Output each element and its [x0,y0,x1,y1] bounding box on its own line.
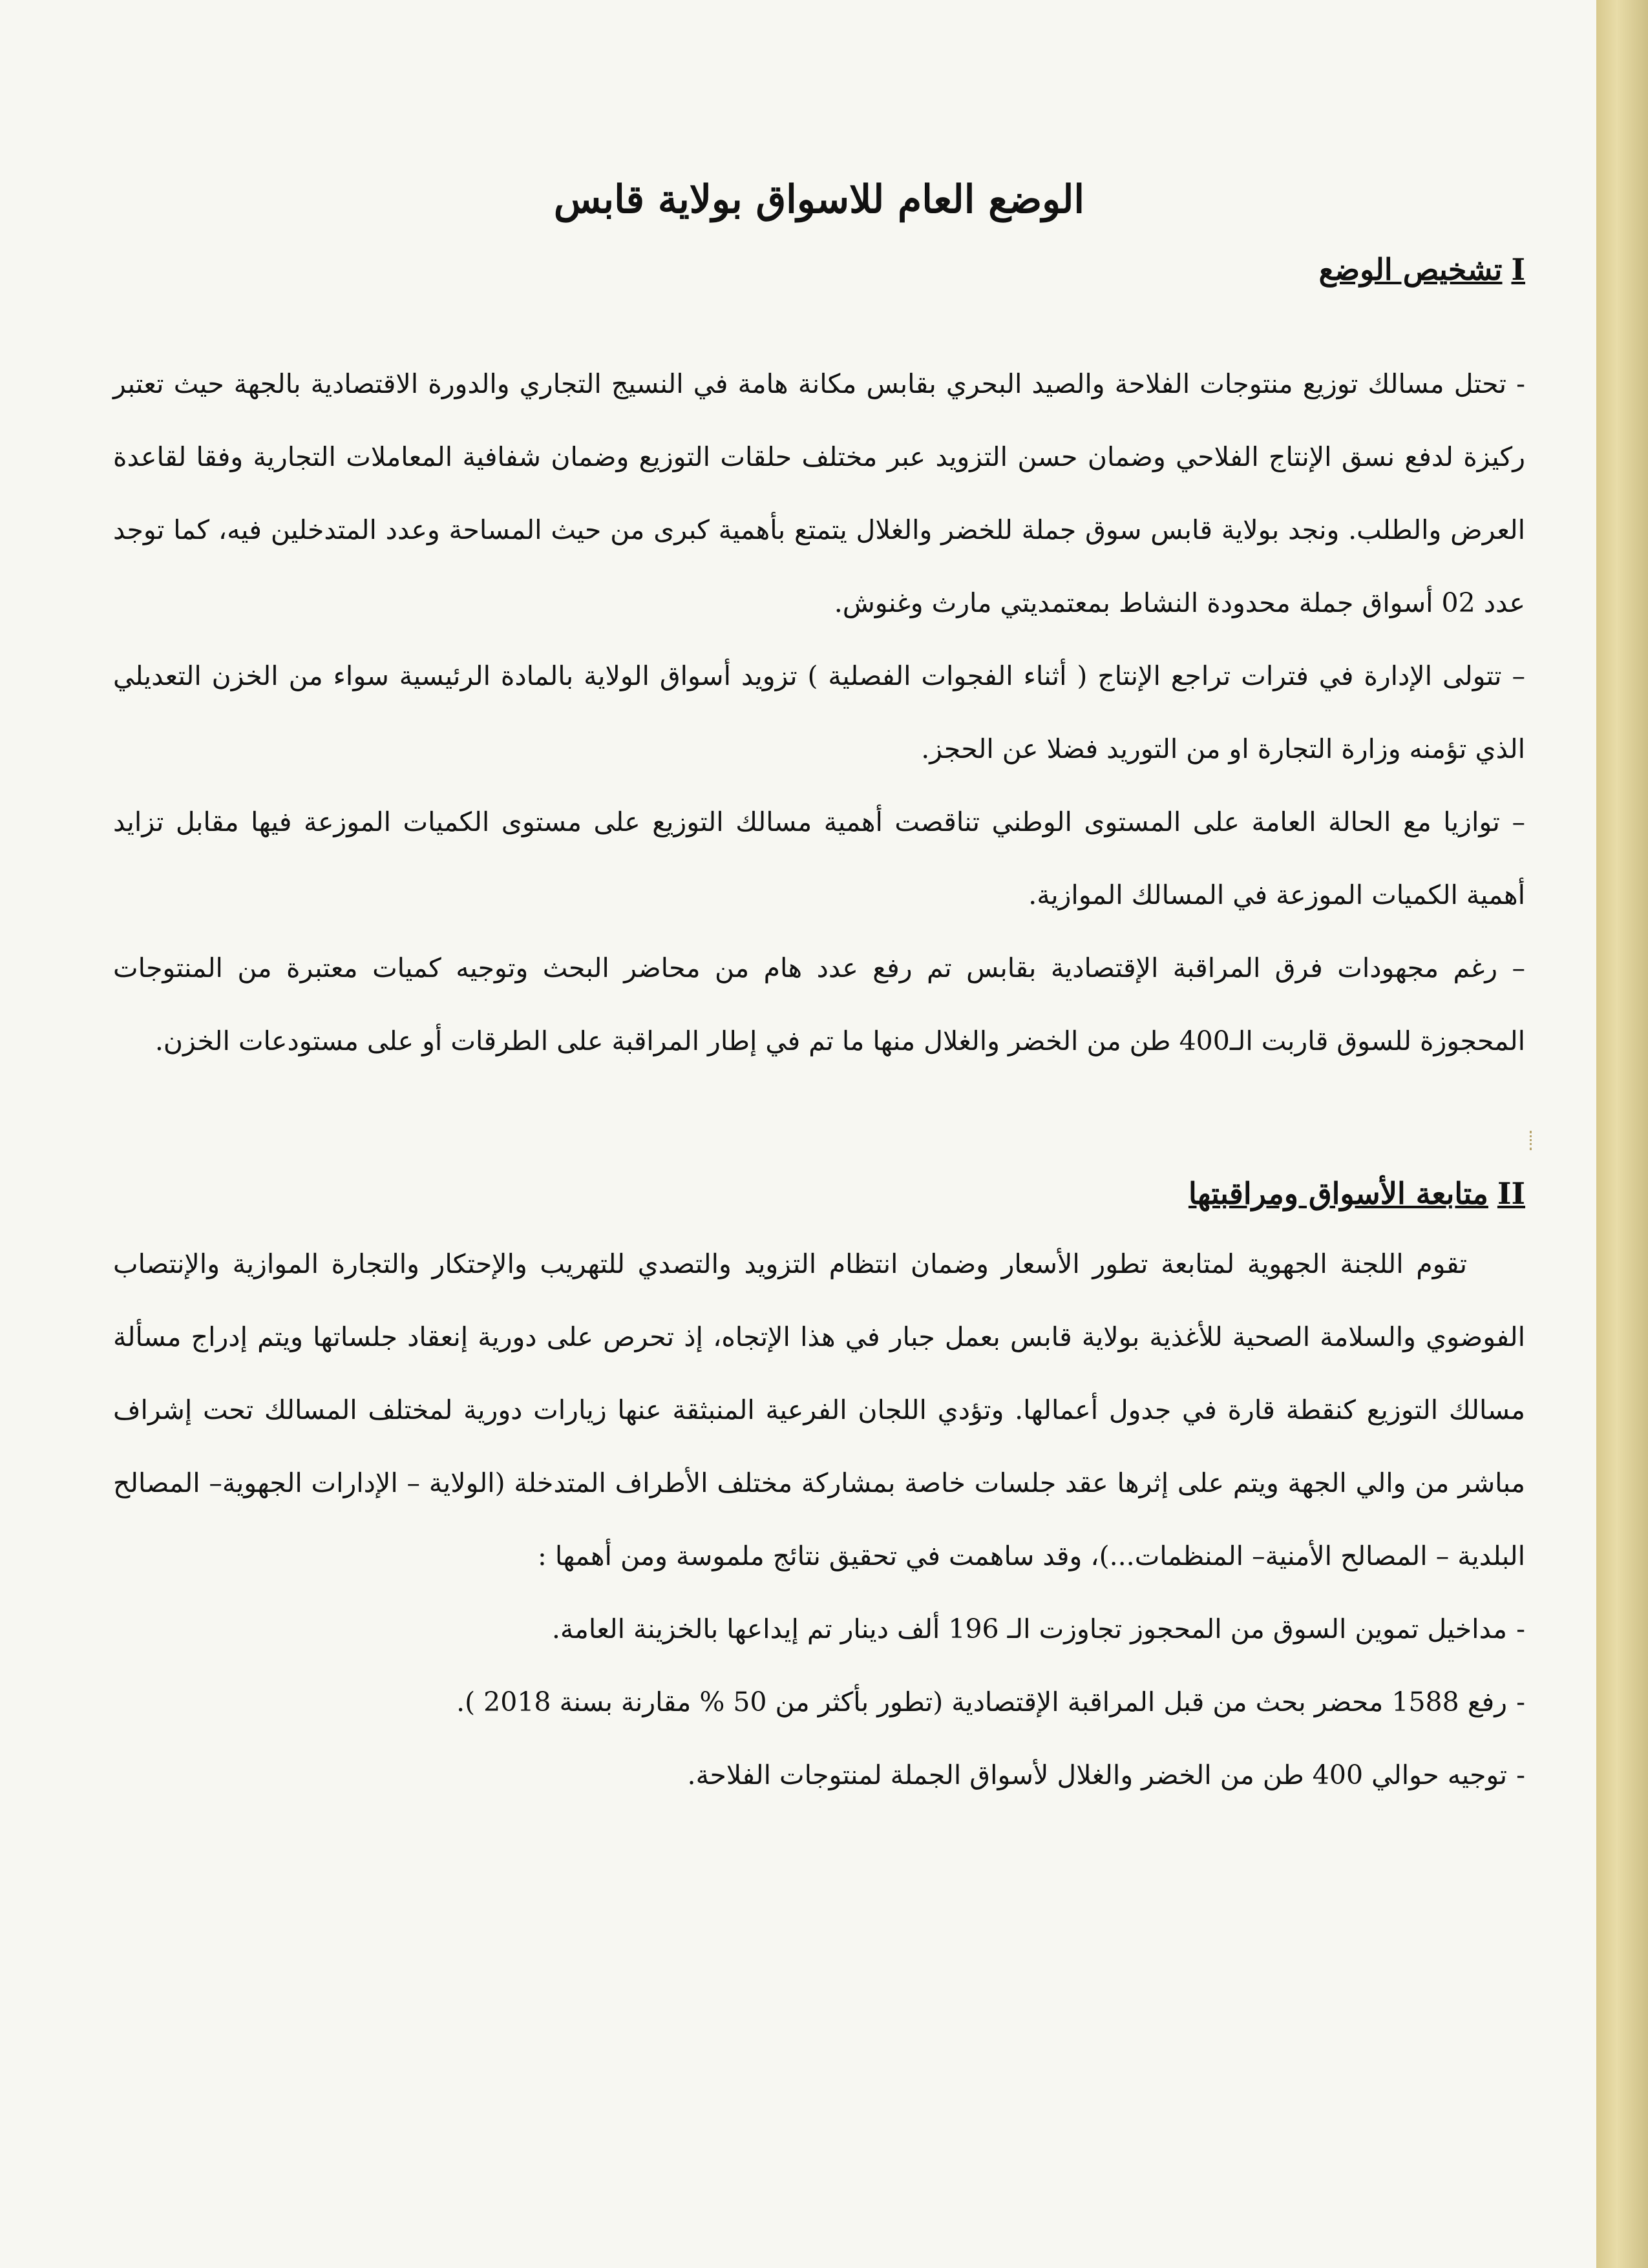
paragraph: – تتولى الإدارة في فترات تراجع الإنتاج ( أثناء الفجوات الفصلية ) تزويد أسواق الولاية بالمادة الرئيسية سواء من الخزن التعديلي الذي تؤمنه وزارة التجارة او من التوريد فضلا عن الحجز. [113,660,1525,764]
margin-mark [1527,1131,1532,1150]
document-content [113,174,1525,1812]
section-heading-text: تشخيص الوضع [1318,252,1503,287]
section-number: II [1497,1175,1525,1211]
list-item: - مداخيل تموين السوق من المحجوز تجاوزت الـ 196 ألف دينار تم إيداعها بالخزينة العامة. [113,1593,1525,1666]
section-heading-diagnosis [113,251,1525,289]
section-heading-text: متابعة الأسواق ومراقبتها [1188,1175,1488,1211]
paragraph: - تحتل مسالك توزيع منتوجات الفلاحة والصيد البحري بقابس مكانة هامة في النسيج التجاري والدورة الاقتصادية بالجهة حيث تعتبر ركيزة لدفع نسق الإنتاج الفلاحي وضمان حسن التزويد عبر مختلف حلقات التوزيع وضمان شفافية المعاملات التجارية وفقا لقاعدة العرض والطلب. ونجد بولاية قابس سوق جملة للخضر والغلال يتمتع بأهمية كبرى من حيث المساحة وعدد المتدخلين فيه، كما توجد عدد 02 أسواق جملة محدودة النشاط بمعتمديتي مارث وغنوش. [113,368,1525,618]
paragraph: – رغم مجهودات فرق المراقبة الإقتصادية بقابس تم رفع عدد هام من محاضر البحث وتوجيه كميات معتبرة من المنتوجات المحجوزة للسوق قاربت الـ400 طن من الخضر والغلال منها ما تم في إطار المراقبة على الطرقات أو على مستودعات الخزن. [113,952,1525,1056]
page-title: الوضع العام للاسواق بولاية قابس [553,177,1085,222]
list-item: - توجيه حوالي 400 طن من الخضر والغلال لأسواق الجملة لمنتوجات الفلاحة. [113,1739,1525,1812]
list-item: - رفع 1588 محضر بحث من قبل المراقبة الإقتصادية (تطور بأكثر من 50 % مقارنة بسنة 2018 ). [113,1666,1525,1739]
section-heading-monitoring [113,1175,1525,1213]
paragraph: – توازيا مع الحالة العامة على المستوى الوطني تناقصت أهمية مسالك التوزيع على مستوى الكميات الموزعة فيها مقابل تزايد أهمية الكميات الموزعة في المسالك الموازية. [113,806,1525,910]
paragraph: تقوم اللجنة الجهوية لمتابعة تطور الأسعار وضمان انتظام التزويد والتصدي للتهريب والإحتكار والتجارة الموازية والإنتصاب الفوضوي والسلامة الصحية للأغذية بولاية قابس بعمل جبار في هذا الإتجاه، إذ تحرص على دورية إنعقاد جلساتها ويتم إدراج مسألة مسالك التوزيع كنقطة قارة في جدول أعمالها. وتؤدي اللجان الفرعية المنبثقة عنها زيارات دورية لمختلف المسالك تحت إشراف مباشر من والي الجهة ويتم على إثرها عقد جلسات خاصة بمشاركة مختلف الأطراف المتدخلة (الولاية – الإدارات الجهوية– المصالح البلدية – المصالح الأمنية– المنظمات...)، وقد ساهمت في تحقيق نتائج ملموسة ومن أهمها : [113,1248,1525,1571]
page-edge [1596,0,1648,2268]
section-number: I [1511,252,1525,287]
